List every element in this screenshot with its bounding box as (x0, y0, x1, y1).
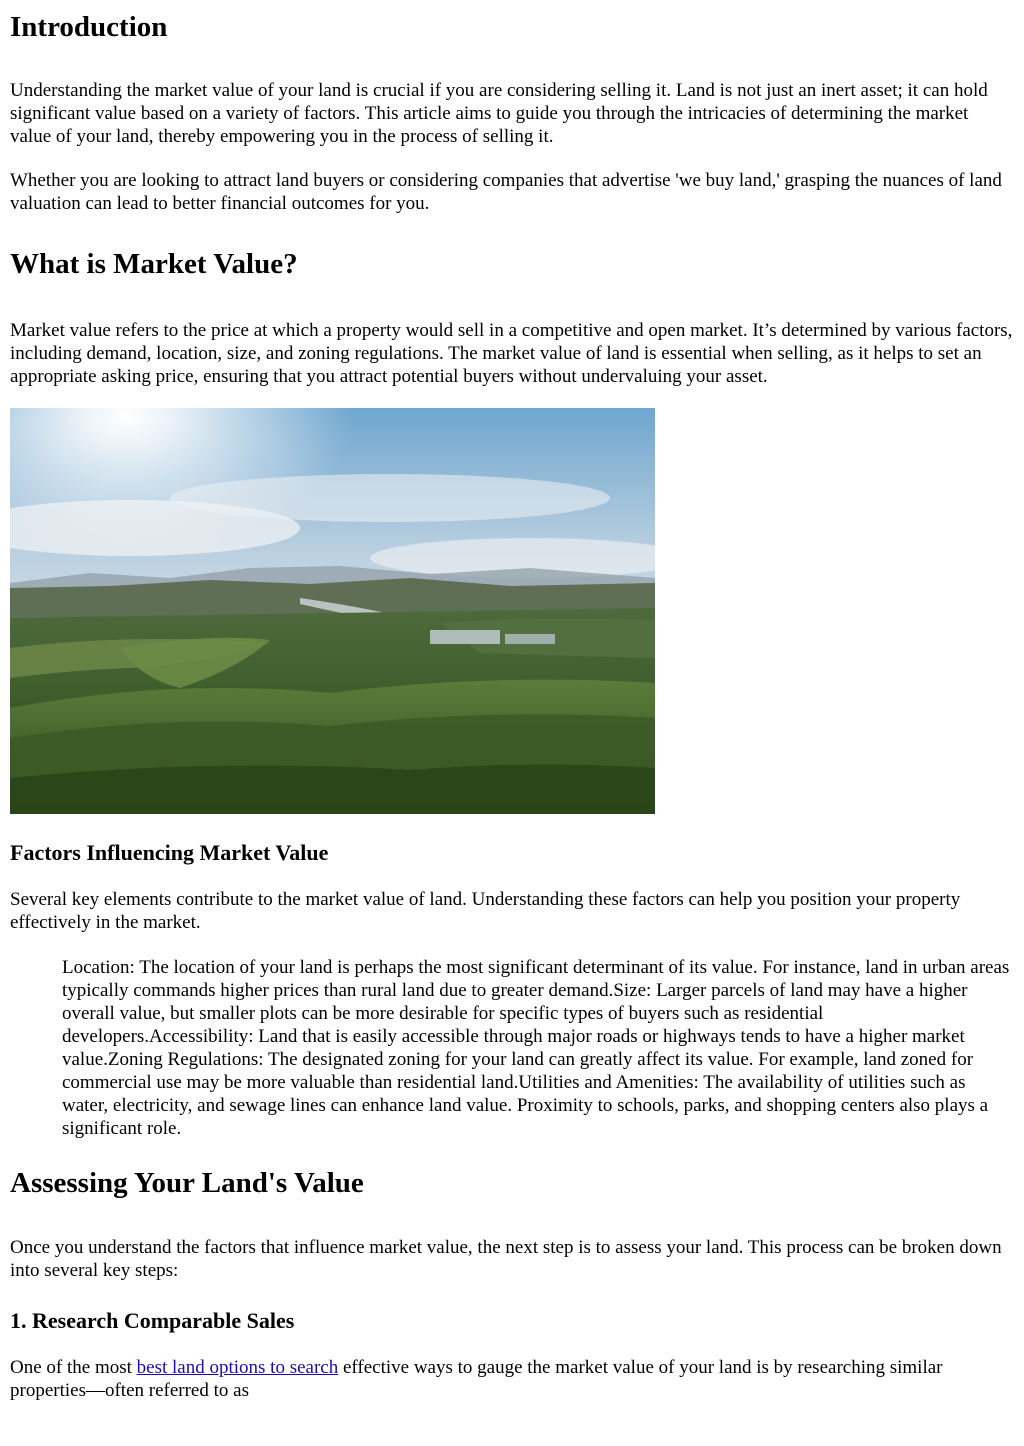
assess-heading: Assessing Your Land's Value (10, 1167, 364, 1199)
factors-paragraph: Several key elements contribute to the market value of land. Understanding these factors can help you position your property effectively in the market. (10, 889, 961, 933)
factors-heading: Factors Influencing Market Value (10, 840, 329, 865)
best-land-options-link[interactable]: best land options to search (136, 1357, 339, 1378)
intro-heading: Introduction (10, 11, 168, 43)
step1-text-before: One of the most (10, 1357, 137, 1378)
step1-text-after: effective ways to gauge the market value of your land is by researching similar properties—often referred to as (10, 1357, 943, 1401)
step1-paragraph (10, 1356, 1014, 1402)
step1-heading: 1. Research Comparable Sales (10, 1308, 295, 1333)
market-value-paragraph: Market value refers to the price at which a property would sell in a competitive and open market. It’s determined by various factors, including demand, location, size, and zoning regulations. The market value of land is essential when selling, as it helps to set an appropriate asking price, ensuring that you attract potential buyers without undervaluing your asset. (10, 320, 1013, 387)
market-value-heading: What is Market Value? (10, 248, 298, 280)
factors-blockquote: Location: The location of your land is perhaps the most significant determinant of its value. For instance, land in urban areas typically commands higher prices than rural land due to greater demand.Size: Larger parcels of land may have a higher overall value, but smaller plots can be more desirable for specific types of buyers such as residential developers.Accessibility: Land that is easily accessible through major roads or highways tends to have a higher market value.Zoning Regulations: The designated zoning for your land can greatly affect its value. For example, land zoned for commercial use may be more valuable than residential land.Utilities and Amenities: The availability of utilities such as water, electricity, and sewage lines can enhance land value. Proximity to schools, parks, and shopping centers also plays a significant role. (62, 957, 1010, 1139)
assess-paragraph: Once you understand the factors that influence market value, the next step is to assess your land. This process can be broken down into several key steps: (10, 1237, 1002, 1281)
intro-paragraph-2: Whether you are looking to attract land buyers or considering companies that advertise 'we buy land,' grasping the nuances of land valuation can lead to better financial outcomes for you. (10, 170, 1002, 214)
landscape-photo-icon (10, 408, 655, 814)
intro-paragraph-1: Understanding the market value of your land is crucial if you are considering selling it. Land is not just an inert asset; it can hold significant value based on a variety of factors. This article aims to guide you through the intricacies of determining the market value of your land, thereby empowering you in the process of selling it. (10, 80, 988, 147)
landscape-photo (10, 408, 655, 814)
